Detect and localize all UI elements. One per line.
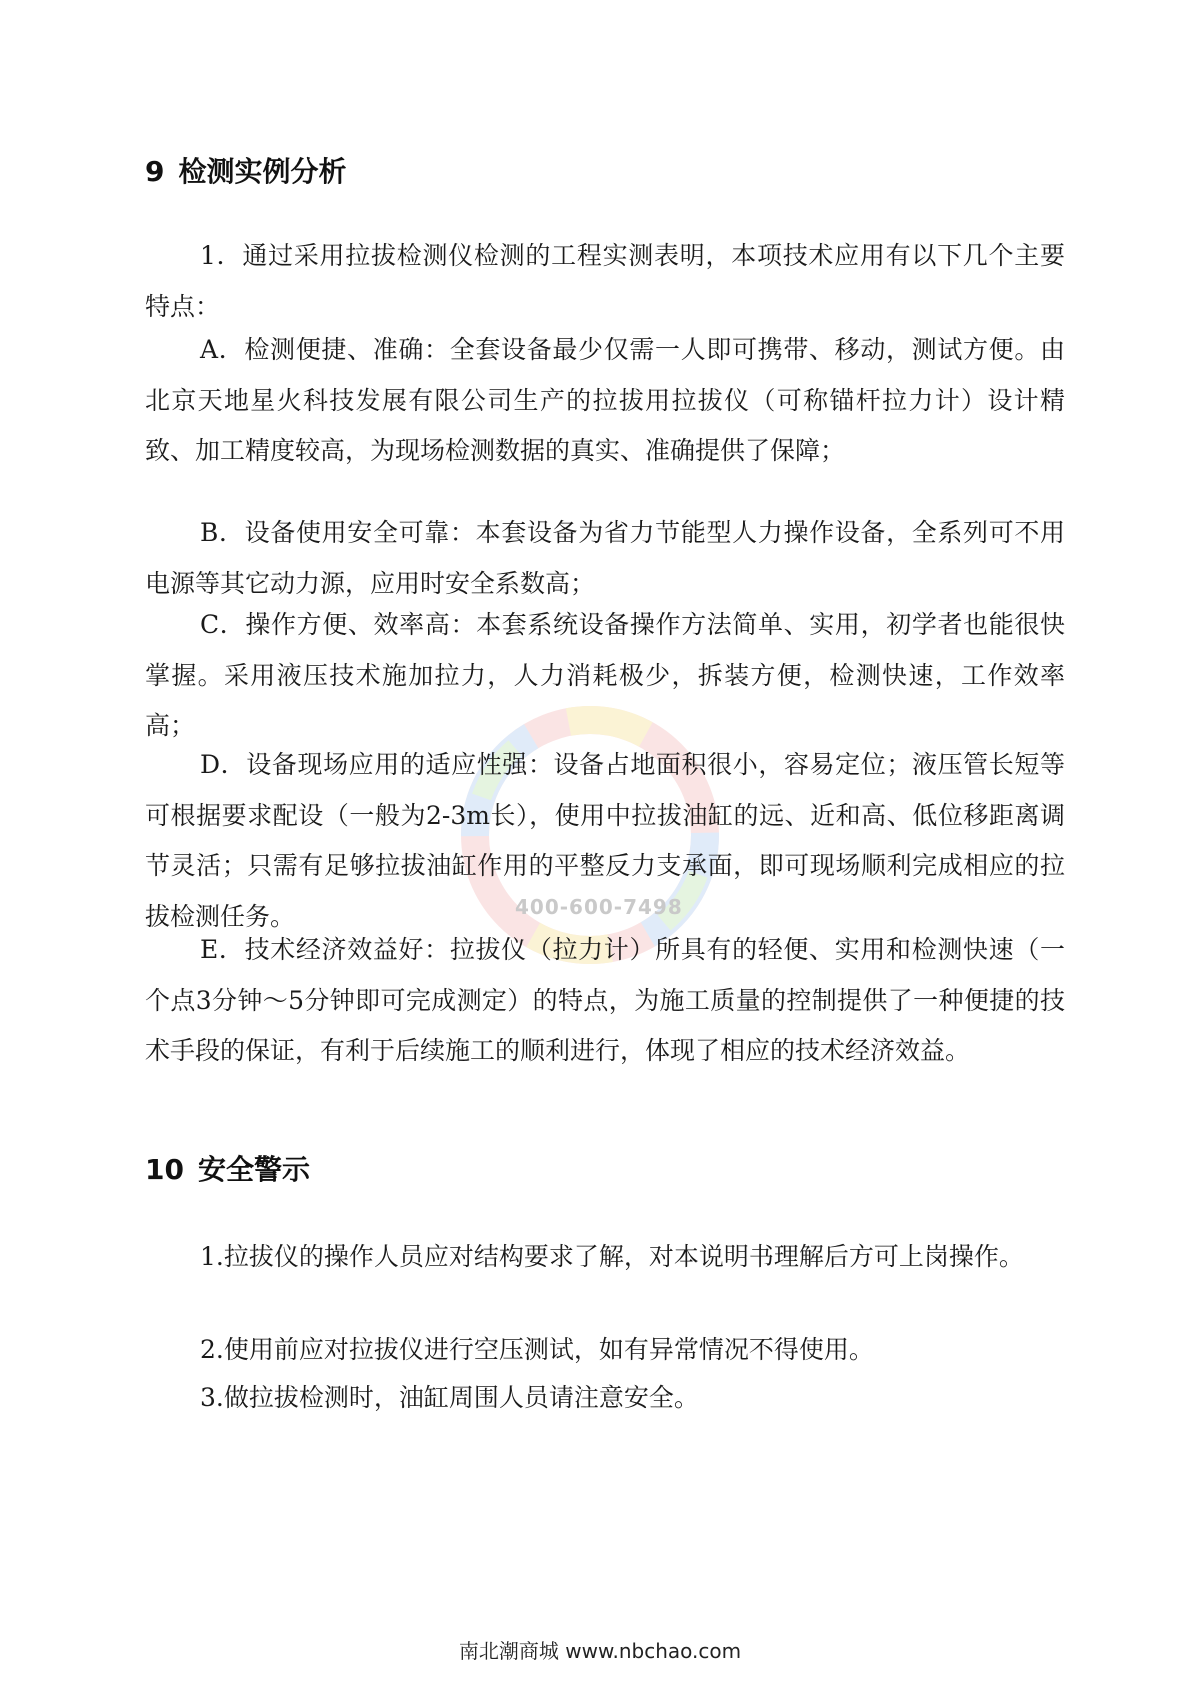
section-9-paragraph-1: 1．通过采用拉拔检测仪检测的工程实测表明，本项技术应用有以下几个主要特点： xyxy=(145,241,1065,321)
section-9-paragraph-b: B．设备使用安全可靠：本套设备为省力节能型人力操作设备，全系列可不用电源等其它动力源，应用时安全系数高； xyxy=(145,518,1065,598)
watermark-phone: 400-600-7498 xyxy=(515,895,683,919)
section-9-paragraph-a: A．检测便捷、准确：全套设备最少仅需一人即可携带、移动，测试方便。由北京天地星火科技发展有限公司生产的拉拔用拉拔仪（可称锚杆拉力计）设计精致、加工精度较高，为现场检测数据的真实、准确提供了保障； xyxy=(145,335,1065,465)
section-9-paragraph-e: E．技术经济效益好：拉拔仪（拉力计）所具有的轻便、实用和检测快速（一个点3分钟～5分钟即可完成测定）的特点，为施工质量的控制提供了一种便捷的技术手段的保证，有利于后续施工的顺利进行，体现了相应的技术经济效益。 xyxy=(145,935,1065,1065)
section-9-title: 检测实例分析 xyxy=(178,155,347,188)
section-9-paragraph-d: D．设备现场应用的适应性强：设备占地面积很小，容易定位；液压管长短等可根据要求配设（一般为2-3m长），使用中拉拔油缸的远、近和高、低位移距离调节灵活；只需有足够拉拔油缸作用的平整反力支承面，即可现场顺利完成相应的拉拔检测任务。 xyxy=(145,750,1065,931)
section-10-paragraph-2: 2.使用前应对拉拔仪进行空压测试，如有异常情况不得使用。 xyxy=(200,1335,874,1364)
section-10-title: 安全警示 xyxy=(197,1153,310,1186)
section-9-number: 9 xyxy=(145,155,165,188)
section-9-heading xyxy=(145,150,347,190)
section-10-heading xyxy=(145,1148,310,1188)
section-10-paragraph-3: 3.做拉拔检测时，油缸周围人员请注意安全。 xyxy=(200,1383,699,1412)
section-10-paragraph-1: 1.拉拔仪的操作人员应对结构要求了解，对本说明书理解后方可上岗操作。 xyxy=(200,1242,1024,1271)
section-10-number: 10 xyxy=(145,1153,184,1186)
page-footer: 南北潮商城 www.nbchao.com xyxy=(458,1639,742,1663)
section-9-paragraph-c: C．操作方便、效率高：本套系统设备操作方法简单、实用，初学者也能很快掌握。采用液压技术施加拉力，人力消耗极少，拆装方便，检测快速，工作效率高； xyxy=(145,610,1065,740)
